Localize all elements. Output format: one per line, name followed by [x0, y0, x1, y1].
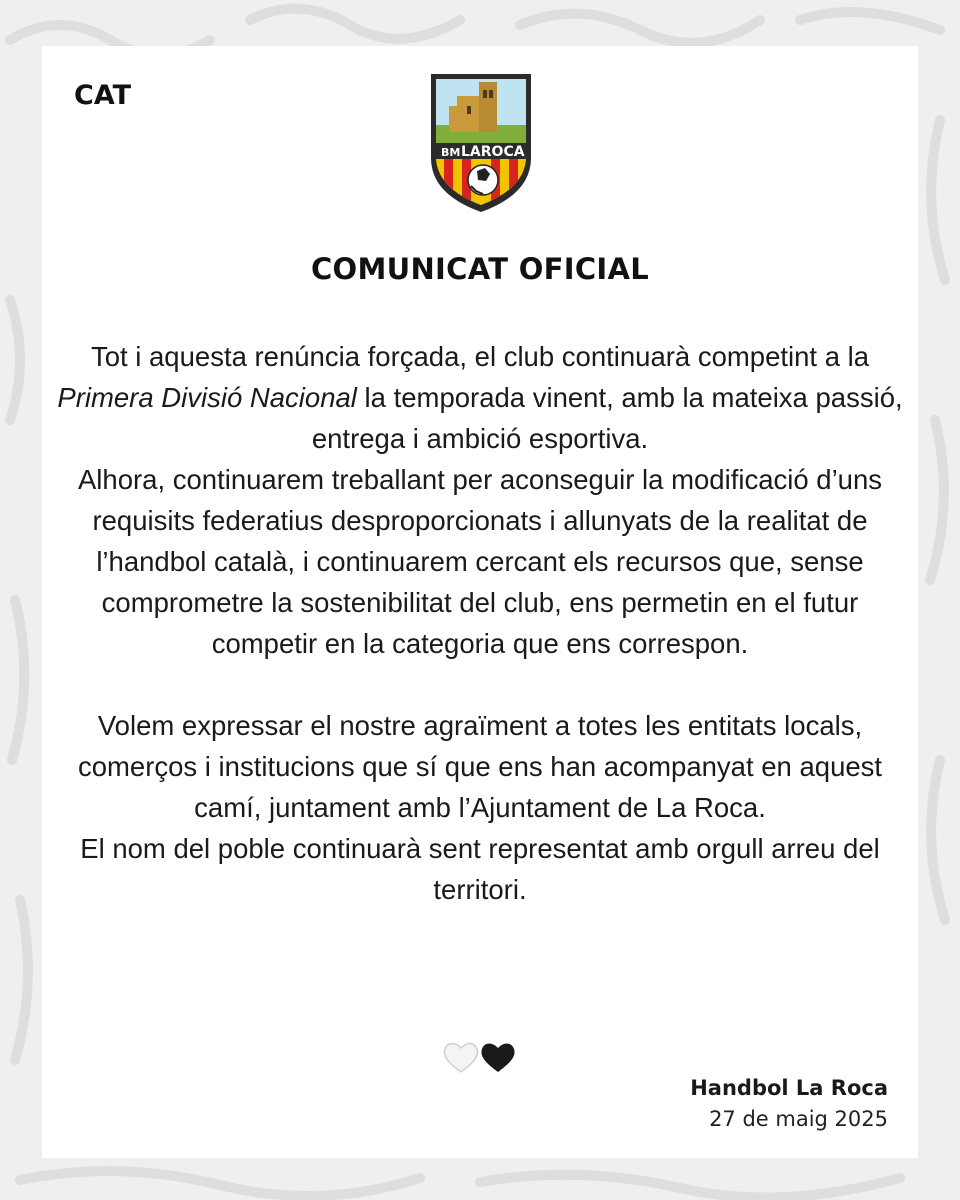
language-tag: CAT — [74, 80, 132, 111]
division-name: Primera Divisió Nacional — [57, 382, 357, 413]
crest-prefix: BM — [441, 146, 461, 159]
signature-name: Handbol La Roca — [690, 1076, 888, 1100]
paragraph-4: El nom del poble continuarà sent representat amb orgull arreu del territori. — [80, 833, 880, 905]
statement-body — [52, 336, 908, 910]
announcement-card — [42, 46, 918, 1158]
paragraph-1-lead: Tot i aquesta renúncia forçada, el club continuarà competint a la — [90, 341, 870, 372]
page-title: COMUNICAT OFICIAL — [310, 252, 650, 286]
black-heart-icon — [481, 1044, 514, 1072]
club-crest-logo — [427, 70, 535, 216]
paragraph-2: Alhora, continuarem treballant per aconseguir la modificació d’uns requisits federatius desproporcionats i allunyats de la realitat de l’handbol català, i continuarem cercant els recursos que, sense comprometre la sostenibilitat del club, ens permetin en el futur competir en la categoria que ens correspon. — [77, 464, 883, 659]
paragraph-3: Volem expressar el nostre agraïment a totes les entitats locals, comerços i institucions que sí que ens han acompanyat en aquest camí, juntament amb l’Ajuntament de La Roca. — [77, 710, 883, 823]
crest-name: LAROCA — [461, 144, 525, 160]
hearts-emoji — [442, 1040, 518, 1076]
signature-date: 27 de maig 2025 — [709, 1107, 888, 1131]
paragraph-1-tail: la temporada vinent, amb la mateixa passió, entrega i ambició esportiva. — [311, 382, 903, 454]
paragraph-1 — [52, 336, 908, 459]
white-heart-icon — [444, 1044, 477, 1072]
signature-block — [690, 1072, 888, 1134]
